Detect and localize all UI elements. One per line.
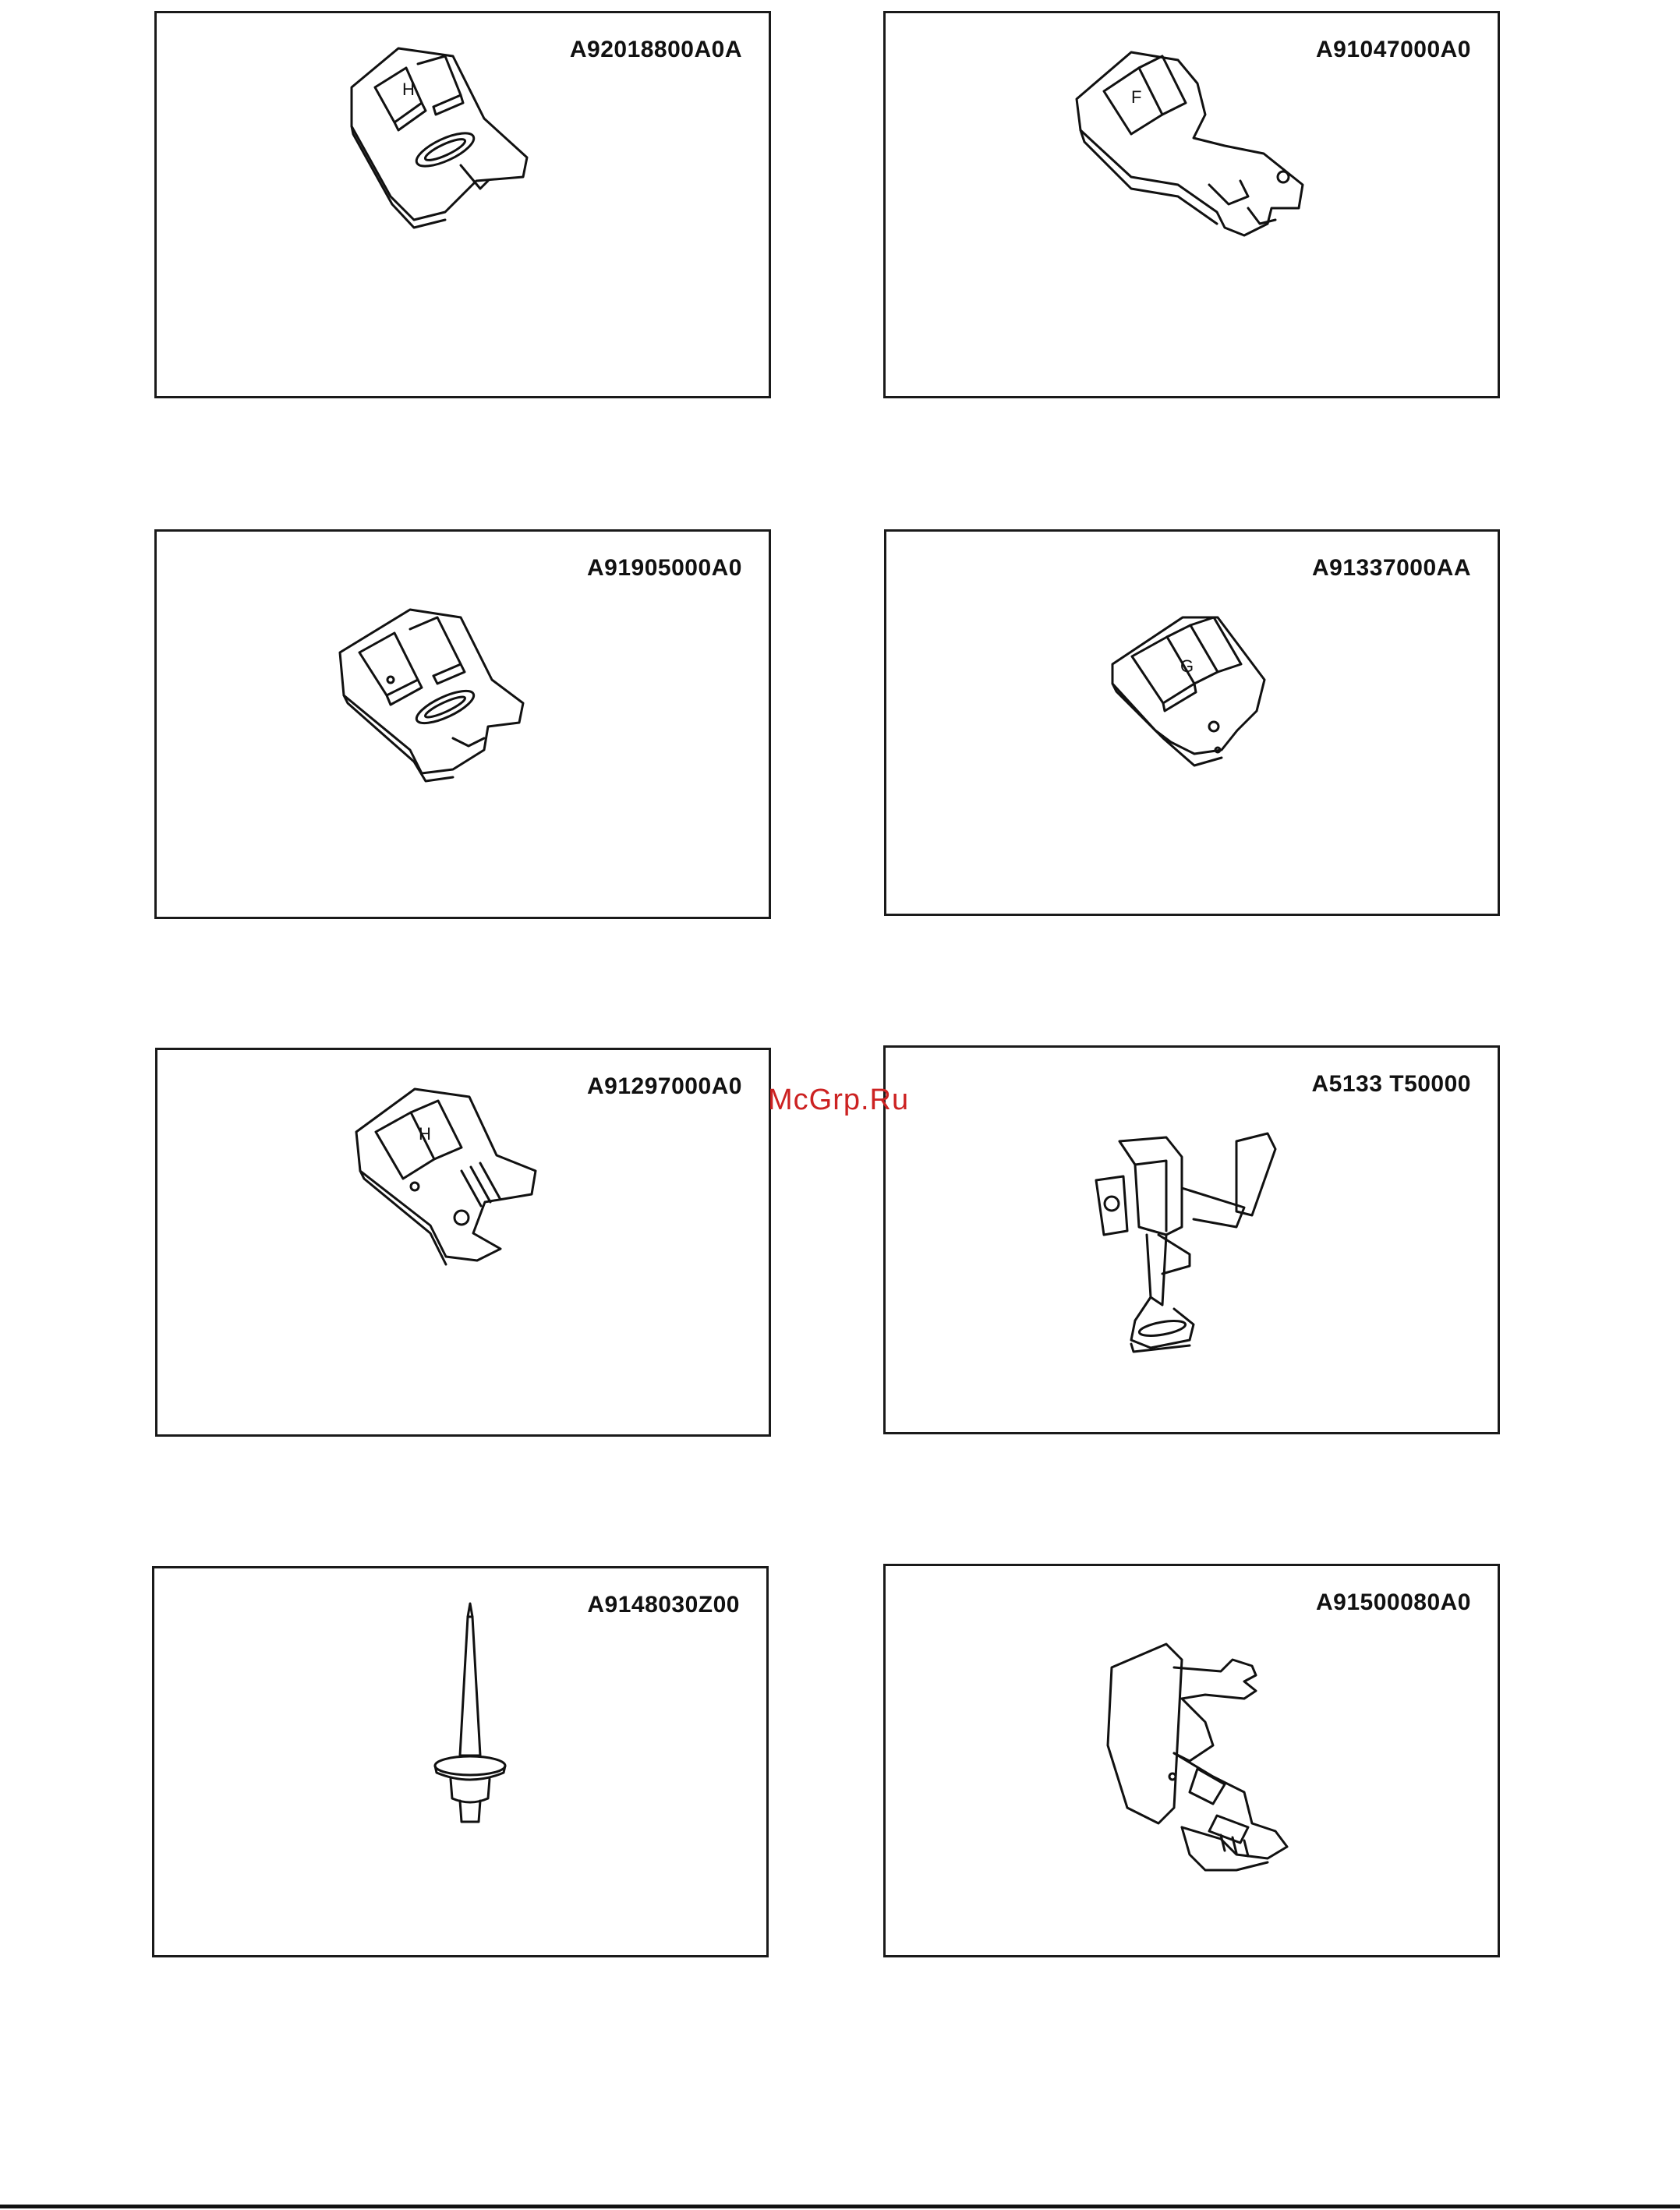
bottom-rule [0,2205,1680,2208]
part-code: A91905000A0 [587,555,742,581]
part-code: A5133 T50000 [1311,1071,1471,1097]
part-code: A91047000A0 [1316,37,1471,62]
presser-foot-f-illustration [1069,29,1326,243]
presser-foot-illustration [336,586,566,789]
part-panel-1 [154,11,771,398]
svg-text:G: G [1180,656,1194,676]
part-panel-6 [883,1045,1500,1434]
part-panel-2 [883,11,1500,398]
presser-foot-illustration [336,33,546,235]
svg-text:H: H [402,80,415,99]
watermark-text: McGrp.Ru [768,1084,910,1116]
part-panel-7 [152,1566,769,1957]
svg-text:H: H [419,1124,431,1144]
darning-foot-illustration [1088,1118,1314,1375]
walking-foot-illustration [1096,1636,1330,1886]
part-panel-4 [884,529,1500,916]
spool-pin-illustration [427,1600,513,1826]
svg-text:F: F [1131,87,1142,107]
part-code: A92018800A0A [569,37,742,62]
part-code: A91337000AA [1312,555,1471,581]
part-code: A9148030Z00 [587,1592,740,1618]
part-code: A91500080A0 [1316,1589,1471,1615]
presser-foot-g-illustration [1109,594,1303,769]
part-panel-3 [154,529,771,919]
part-panel-8 [883,1564,1500,1957]
part-code: A91297000A0 [587,1073,742,1099]
part-panel-5 [155,1048,771,1437]
presser-foot-illustration [352,1070,559,1276]
